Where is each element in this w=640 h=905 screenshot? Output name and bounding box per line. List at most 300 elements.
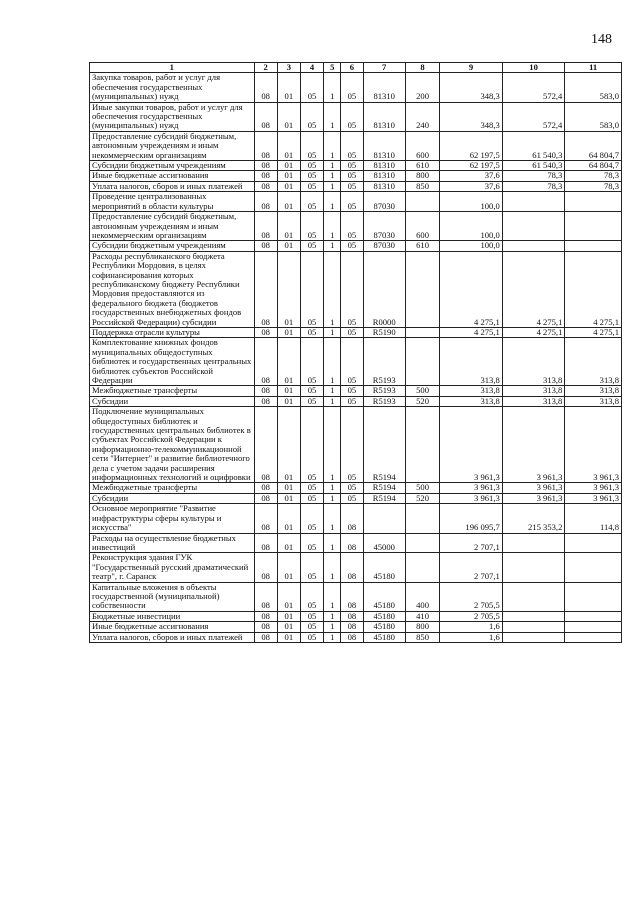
code-cell: 05 bbox=[341, 407, 363, 483]
code-cell: 08 bbox=[254, 504, 277, 533]
code-cell: 08 bbox=[254, 611, 277, 621]
code-cell: 08 bbox=[254, 553, 277, 582]
code-cell: 05 bbox=[300, 338, 323, 386]
code-cell: 01 bbox=[277, 386, 300, 396]
expense-name-cell: Субсидии bbox=[90, 396, 255, 406]
code-cell: 1 bbox=[324, 582, 341, 611]
expense-name-cell: Предоставление субсидий бюджетным, автономным учреждениям и иным некоммерческим организациям bbox=[90, 212, 255, 241]
code-cell: 01 bbox=[277, 212, 300, 241]
code-cell: 01 bbox=[277, 181, 300, 191]
amount-cell: 62 197,5 bbox=[440, 161, 503, 171]
code-cell: R5194 bbox=[363, 407, 405, 483]
column-header: 5 bbox=[324, 63, 341, 73]
code-cell: 800 bbox=[405, 622, 439, 632]
code-cell: 600 bbox=[405, 212, 439, 241]
code-cell: 05 bbox=[300, 171, 323, 181]
table-row bbox=[90, 493, 622, 503]
code-cell: 1 bbox=[324, 181, 341, 191]
code-cell: 08 bbox=[254, 171, 277, 181]
code-cell bbox=[405, 251, 439, 327]
code-cell: 05 bbox=[341, 212, 363, 241]
amount-cell: 78,3 bbox=[502, 171, 565, 181]
code-cell: 1 bbox=[324, 533, 341, 553]
code-cell: 05 bbox=[300, 327, 323, 337]
amount-cell bbox=[502, 192, 565, 212]
table-row bbox=[90, 582, 622, 611]
column-header: 8 bbox=[405, 63, 439, 73]
code-cell: 08 bbox=[254, 212, 277, 241]
amount-cell: 313,8 bbox=[440, 338, 503, 386]
code-cell: 1 bbox=[324, 553, 341, 582]
amount-cell bbox=[565, 241, 622, 251]
amount-cell: 3 961,3 bbox=[440, 493, 503, 503]
code-cell: 08 bbox=[341, 553, 363, 582]
code-cell: 08 bbox=[254, 483, 277, 493]
code-cell: 08 bbox=[341, 533, 363, 553]
code-cell: 01 bbox=[277, 241, 300, 251]
expense-name-cell: Расходы республиканского бюджета Республики Мордовия, в целях софинансирования которых республиканскому бюджету Республики Мордовия предоставляются из федерального бюджета (бюджетов государственных внебюджетных фондов Российской Федерации) субсидии bbox=[90, 251, 255, 327]
amount-cell: 100,0 bbox=[440, 212, 503, 241]
code-cell: 1 bbox=[324, 504, 341, 533]
amount-cell: 61 540,3 bbox=[502, 131, 565, 160]
code-cell: 01 bbox=[277, 73, 300, 102]
table-row bbox=[90, 553, 622, 582]
amount-cell: 2 707,1 bbox=[440, 533, 503, 553]
code-cell: 1 bbox=[324, 483, 341, 493]
expense-name-cell: Иные бюджетные ассигнования bbox=[90, 622, 255, 632]
code-cell: 850 bbox=[405, 632, 439, 642]
expense-name-cell: Комплектование книжных фондов муниципальных общедоступных библиотек и государственных центральных библиотек субъектов Российской Федерации bbox=[90, 338, 255, 386]
column-header: 10 bbox=[502, 63, 565, 73]
expense-name-cell: Подключение муниципальных общедоступных библиотек и государственных центральных библиотек в субъектах Российской Федерации к информационно-телекоммуникационной сети "Интернет" и развитие библиотечного дела с учетом задачи расширения информационных технологий и оцифровки bbox=[90, 407, 255, 483]
code-cell: 05 bbox=[300, 102, 323, 131]
amount-cell: 61 540,3 bbox=[502, 161, 565, 171]
code-cell: 05 bbox=[341, 131, 363, 160]
code-cell: 87030 bbox=[363, 192, 405, 212]
expense-name-cell: Уплата налогов, сборов и иных платежей bbox=[90, 632, 255, 642]
code-cell: 01 bbox=[277, 171, 300, 181]
code-cell: 05 bbox=[341, 181, 363, 191]
code-cell: 850 bbox=[405, 181, 439, 191]
column-header: 9 bbox=[440, 63, 503, 73]
code-cell: 05 bbox=[300, 251, 323, 327]
code-cell: 45180 bbox=[363, 632, 405, 642]
page-number: 148 bbox=[591, 32, 612, 47]
column-header: 1 bbox=[90, 63, 255, 73]
code-cell: 01 bbox=[277, 632, 300, 642]
code-cell: 45180 bbox=[363, 582, 405, 611]
code-cell: 81310 bbox=[363, 161, 405, 171]
code-cell: 410 bbox=[405, 611, 439, 621]
amount-cell: 4 275,1 bbox=[502, 251, 565, 327]
code-cell: 1 bbox=[324, 212, 341, 241]
code-cell: R5190 bbox=[363, 327, 405, 337]
code-cell: 01 bbox=[277, 622, 300, 632]
amount-cell: 1,6 bbox=[440, 632, 503, 642]
code-cell bbox=[405, 533, 439, 553]
code-cell: 520 bbox=[405, 493, 439, 503]
code-cell: R5193 bbox=[363, 338, 405, 386]
code-cell: 01 bbox=[277, 611, 300, 621]
code-cell: 45180 bbox=[363, 622, 405, 632]
code-cell: 08 bbox=[254, 493, 277, 503]
table-row bbox=[90, 386, 622, 396]
column-header: 7 bbox=[363, 63, 405, 73]
code-cell: 81310 bbox=[363, 131, 405, 160]
code-cell: 08 bbox=[254, 327, 277, 337]
code-cell: 05 bbox=[300, 407, 323, 483]
expense-name-cell: Иные закупки товаров, работ и услуг для обеспечения государственных (муниципальных) нужд bbox=[90, 102, 255, 131]
code-cell: 1 bbox=[324, 161, 341, 171]
table-row bbox=[90, 483, 622, 493]
expense-name-cell: Реконструкция здания ГУК "Государственный русский драматический театр", г. Саранск bbox=[90, 553, 255, 582]
expense-name-cell: Межбюджетные трансферты bbox=[90, 483, 255, 493]
code-cell: 08 bbox=[254, 622, 277, 632]
table-row bbox=[90, 73, 622, 102]
amount-cell: 78,3 bbox=[565, 171, 622, 181]
code-cell: 01 bbox=[277, 483, 300, 493]
code-cell: 08 bbox=[254, 407, 277, 483]
code-cell: 08 bbox=[341, 582, 363, 611]
amount-cell: 1,6 bbox=[440, 622, 503, 632]
code-cell: 08 bbox=[254, 386, 277, 396]
code-cell: 600 bbox=[405, 131, 439, 160]
amount-cell bbox=[502, 212, 565, 241]
table-row bbox=[90, 212, 622, 241]
table-row bbox=[90, 611, 622, 621]
code-cell: 1 bbox=[324, 338, 341, 386]
code-cell: 01 bbox=[277, 396, 300, 406]
amount-cell bbox=[502, 582, 565, 611]
code-cell: 05 bbox=[300, 212, 323, 241]
column-header: 11 bbox=[565, 63, 622, 73]
code-cell: 08 bbox=[254, 338, 277, 386]
code-cell: 1 bbox=[324, 407, 341, 483]
code-cell: 1 bbox=[324, 251, 341, 327]
expense-name-cell: Основное мероприятие "Развитие инфраструктуры сферы культуры и искусства" bbox=[90, 504, 255, 533]
amount-cell: 3 961,3 bbox=[565, 483, 622, 493]
code-cell: 1 bbox=[324, 73, 341, 102]
code-cell: 08 bbox=[254, 632, 277, 642]
table-row bbox=[90, 533, 622, 553]
code-cell: 1 bbox=[324, 396, 341, 406]
table-row bbox=[90, 161, 622, 171]
code-cell: 1 bbox=[324, 131, 341, 160]
code-cell: 1 bbox=[324, 102, 341, 131]
amount-cell: 313,8 bbox=[502, 396, 565, 406]
code-cell: 05 bbox=[300, 241, 323, 251]
code-cell: 500 bbox=[405, 483, 439, 493]
code-cell bbox=[405, 192, 439, 212]
code-cell bbox=[405, 504, 439, 533]
expense-name-cell: Проведение централизованных мероприятий в области культуры bbox=[90, 192, 255, 212]
table-row bbox=[90, 632, 622, 642]
code-cell: 08 bbox=[254, 396, 277, 406]
code-cell: 500 bbox=[405, 386, 439, 396]
amount-cell: 3 961,3 bbox=[565, 407, 622, 483]
code-cell: 01 bbox=[277, 338, 300, 386]
code-cell: 05 bbox=[341, 338, 363, 386]
amount-cell: 114,8 bbox=[565, 504, 622, 533]
code-cell: 05 bbox=[300, 611, 323, 621]
code-cell: 01 bbox=[277, 102, 300, 131]
code-cell: R0000 bbox=[363, 251, 405, 327]
code-cell: 08 bbox=[341, 622, 363, 632]
column-header: 3 bbox=[277, 63, 300, 73]
amount-cell: 100,0 bbox=[440, 192, 503, 212]
code-cell: 81310 bbox=[363, 181, 405, 191]
code-cell: 610 bbox=[405, 241, 439, 251]
amount-cell: 572,4 bbox=[502, 102, 565, 131]
expense-name-cell: Субсидии бюджетным учреждениям bbox=[90, 241, 255, 251]
code-cell: 05 bbox=[300, 533, 323, 553]
amount-cell: 196 095,7 bbox=[440, 504, 503, 533]
amount-cell: 100,0 bbox=[440, 241, 503, 251]
amount-cell: 313,8 bbox=[440, 386, 503, 396]
code-cell: 08 bbox=[254, 241, 277, 251]
code-cell bbox=[405, 407, 439, 483]
code-cell: 1 bbox=[324, 171, 341, 181]
amount-cell: 313,8 bbox=[502, 386, 565, 396]
code-cell: 1 bbox=[324, 327, 341, 337]
code-cell: 240 bbox=[405, 102, 439, 131]
code-cell: 05 bbox=[341, 161, 363, 171]
code-cell: 05 bbox=[300, 553, 323, 582]
code-cell: 05 bbox=[341, 327, 363, 337]
code-cell: 81310 bbox=[363, 73, 405, 102]
code-cell: 01 bbox=[277, 192, 300, 212]
amount-cell: 348,3 bbox=[440, 102, 503, 131]
code-cell: 05 bbox=[341, 251, 363, 327]
code-cell: 87030 bbox=[363, 241, 405, 251]
amount-cell bbox=[502, 632, 565, 642]
code-cell: 1 bbox=[324, 241, 341, 251]
header-row bbox=[90, 63, 622, 73]
code-cell: 800 bbox=[405, 171, 439, 181]
code-cell: 45180 bbox=[363, 553, 405, 582]
amount-cell: 583,0 bbox=[565, 73, 622, 102]
code-cell: 05 bbox=[341, 493, 363, 503]
amount-cell bbox=[565, 611, 622, 621]
amount-cell: 78,3 bbox=[502, 181, 565, 191]
table-row bbox=[90, 192, 622, 212]
code-cell: 1 bbox=[324, 493, 341, 503]
amount-cell: 4 275,1 bbox=[565, 251, 622, 327]
code-cell: 45000 bbox=[363, 533, 405, 553]
code-cell: 520 bbox=[405, 396, 439, 406]
code-cell: 1 bbox=[324, 386, 341, 396]
amount-cell: 4 275,1 bbox=[440, 327, 503, 337]
code-cell: 05 bbox=[300, 632, 323, 642]
code-cell: 01 bbox=[277, 327, 300, 337]
code-cell: 05 bbox=[341, 386, 363, 396]
code-cell: 81310 bbox=[363, 171, 405, 181]
amount-cell bbox=[502, 611, 565, 621]
code-cell: 1 bbox=[324, 192, 341, 212]
table-row bbox=[90, 131, 622, 160]
code-cell: 01 bbox=[277, 251, 300, 327]
code-cell: 08 bbox=[254, 251, 277, 327]
expense-name-cell: Уплата налогов, сборов и иных платежей bbox=[90, 181, 255, 191]
table-body bbox=[90, 73, 622, 643]
table-row bbox=[90, 327, 622, 337]
expense-name-cell: Расходы на осуществление бюджетных инвестиций bbox=[90, 533, 255, 553]
amount-cell bbox=[565, 553, 622, 582]
amount-cell: 62 197,5 bbox=[440, 131, 503, 160]
code-cell: 08 bbox=[254, 161, 277, 171]
table-row bbox=[90, 102, 622, 131]
expense-name-cell: Бюджетные инвестиции bbox=[90, 611, 255, 621]
code-cell: 01 bbox=[277, 407, 300, 483]
amount-cell bbox=[565, 192, 622, 212]
code-cell: 01 bbox=[277, 493, 300, 503]
code-cell: 05 bbox=[300, 622, 323, 632]
column-header: 4 bbox=[300, 63, 323, 73]
amount-cell bbox=[565, 582, 622, 611]
amount-cell bbox=[502, 622, 565, 632]
code-cell: 08 bbox=[341, 504, 363, 533]
amount-cell bbox=[502, 241, 565, 251]
amount-cell: 78,3 bbox=[565, 181, 622, 191]
expense-name-cell: Капитальные вложения в объекты государственной (муниципальной) собственности bbox=[90, 582, 255, 611]
amount-cell: 313,8 bbox=[565, 386, 622, 396]
amount-cell: 3 961,3 bbox=[565, 493, 622, 503]
expense-name-cell: Закупка товаров, работ и услуг для обеспечения государственных (муниципальных) нужд bbox=[90, 73, 255, 102]
column-header: 2 bbox=[254, 63, 277, 73]
amount-cell bbox=[502, 553, 565, 582]
amount-cell: 348,3 bbox=[440, 73, 503, 102]
amount-cell: 2 705,5 bbox=[440, 582, 503, 611]
amount-cell bbox=[565, 212, 622, 241]
code-cell: 01 bbox=[277, 533, 300, 553]
amount-cell: 3 961,3 bbox=[440, 483, 503, 493]
code-cell: 01 bbox=[277, 582, 300, 611]
table-row bbox=[90, 251, 622, 327]
table-row bbox=[90, 181, 622, 191]
code-cell: 200 bbox=[405, 73, 439, 102]
code-cell: 81310 bbox=[363, 102, 405, 131]
amount-cell: 313,8 bbox=[440, 396, 503, 406]
code-cell: 1 bbox=[324, 611, 341, 621]
code-cell: 05 bbox=[300, 386, 323, 396]
amount-cell: 2 705,5 bbox=[440, 611, 503, 621]
amount-cell: 313,8 bbox=[565, 396, 622, 406]
code-cell: 08 bbox=[254, 131, 277, 160]
amount-cell: 37,6 bbox=[440, 171, 503, 181]
expense-name-cell: Поддержка отрасли культуры bbox=[90, 327, 255, 337]
code-cell: R5194 bbox=[363, 483, 405, 493]
code-cell: 05 bbox=[300, 181, 323, 191]
code-cell: 05 bbox=[300, 192, 323, 212]
code-cell: R5193 bbox=[363, 396, 405, 406]
code-cell: 45180 bbox=[363, 611, 405, 621]
code-cell: 05 bbox=[341, 241, 363, 251]
code-cell: 08 bbox=[341, 632, 363, 642]
expense-name-cell: Иные бюджетные ассигнования bbox=[90, 171, 255, 181]
amount-cell: 64 804,7 bbox=[565, 131, 622, 160]
code-cell: 05 bbox=[300, 582, 323, 611]
code-cell: 05 bbox=[341, 192, 363, 212]
code-cell bbox=[405, 327, 439, 337]
code-cell: 05 bbox=[300, 493, 323, 503]
table-row bbox=[90, 407, 622, 483]
amount-cell: 3 961,3 bbox=[502, 407, 565, 483]
table-row bbox=[90, 504, 622, 533]
code-cell: 08 bbox=[254, 582, 277, 611]
code-cell: 05 bbox=[300, 396, 323, 406]
code-cell: R5194 bbox=[363, 493, 405, 503]
amount-cell: 3 961,3 bbox=[502, 483, 565, 493]
table-row bbox=[90, 396, 622, 406]
code-cell: 05 bbox=[300, 483, 323, 493]
code-cell: 05 bbox=[341, 102, 363, 131]
code-cell: 08 bbox=[254, 73, 277, 102]
table-row bbox=[90, 171, 622, 181]
amount-cell: 583,0 bbox=[565, 102, 622, 131]
table-row bbox=[90, 241, 622, 251]
code-cell: 01 bbox=[277, 131, 300, 160]
code-cell: 01 bbox=[277, 161, 300, 171]
code-cell: 08 bbox=[341, 611, 363, 621]
table-row bbox=[90, 338, 622, 386]
code-cell: 05 bbox=[341, 396, 363, 406]
amount-cell: 313,8 bbox=[502, 338, 565, 386]
expense-name-cell: Субсидии бюджетным учреждениям bbox=[90, 161, 255, 171]
expense-name-cell: Субсидии bbox=[90, 493, 255, 503]
code-cell: 1 bbox=[324, 632, 341, 642]
code-cell: 05 bbox=[300, 504, 323, 533]
amount-cell: 3 961,3 bbox=[502, 493, 565, 503]
code-cell bbox=[405, 553, 439, 582]
column-header: 6 bbox=[341, 63, 363, 73]
code-cell: R5193 bbox=[363, 386, 405, 396]
amount-cell: 37,6 bbox=[440, 181, 503, 191]
code-cell: 87030 bbox=[363, 212, 405, 241]
amount-cell: 4 275,1 bbox=[502, 327, 565, 337]
amount-cell: 2 707,1 bbox=[440, 553, 503, 582]
amount-cell bbox=[502, 533, 565, 553]
budget-table bbox=[89, 62, 622, 643]
code-cell: 01 bbox=[277, 553, 300, 582]
code-cell: 1 bbox=[324, 622, 341, 632]
amount-cell: 4 275,1 bbox=[565, 327, 622, 337]
amount-cell bbox=[565, 533, 622, 553]
amount-cell: 3 961,3 bbox=[440, 407, 503, 483]
code-cell bbox=[405, 338, 439, 386]
amount-cell bbox=[565, 622, 622, 632]
expense-name-cell: Предоставление субсидий бюджетным, автономным учреждениям и иным некоммерческим организациям bbox=[90, 131, 255, 160]
code-cell: 610 bbox=[405, 161, 439, 171]
amount-cell: 215 353,2 bbox=[502, 504, 565, 533]
code-cell: 400 bbox=[405, 582, 439, 611]
amount-cell: 64 804,7 bbox=[565, 161, 622, 171]
code-cell: 05 bbox=[300, 131, 323, 160]
code-cell: 05 bbox=[341, 483, 363, 493]
table-row bbox=[90, 622, 622, 632]
code-cell: 01 bbox=[277, 504, 300, 533]
code-cell: 08 bbox=[254, 102, 277, 131]
code-cell: 08 bbox=[254, 181, 277, 191]
expense-name-cell: Межбюджетные трансферты bbox=[90, 386, 255, 396]
amount-cell: 4 275,1 bbox=[440, 251, 503, 327]
code-cell: 05 bbox=[341, 171, 363, 181]
amount-cell: 572,4 bbox=[502, 73, 565, 102]
amount-cell: 313,8 bbox=[565, 338, 622, 386]
code-cell: 08 bbox=[254, 192, 277, 212]
code-cell: 08 bbox=[254, 533, 277, 553]
code-cell: 05 bbox=[300, 161, 323, 171]
code-cell: 05 bbox=[341, 73, 363, 102]
